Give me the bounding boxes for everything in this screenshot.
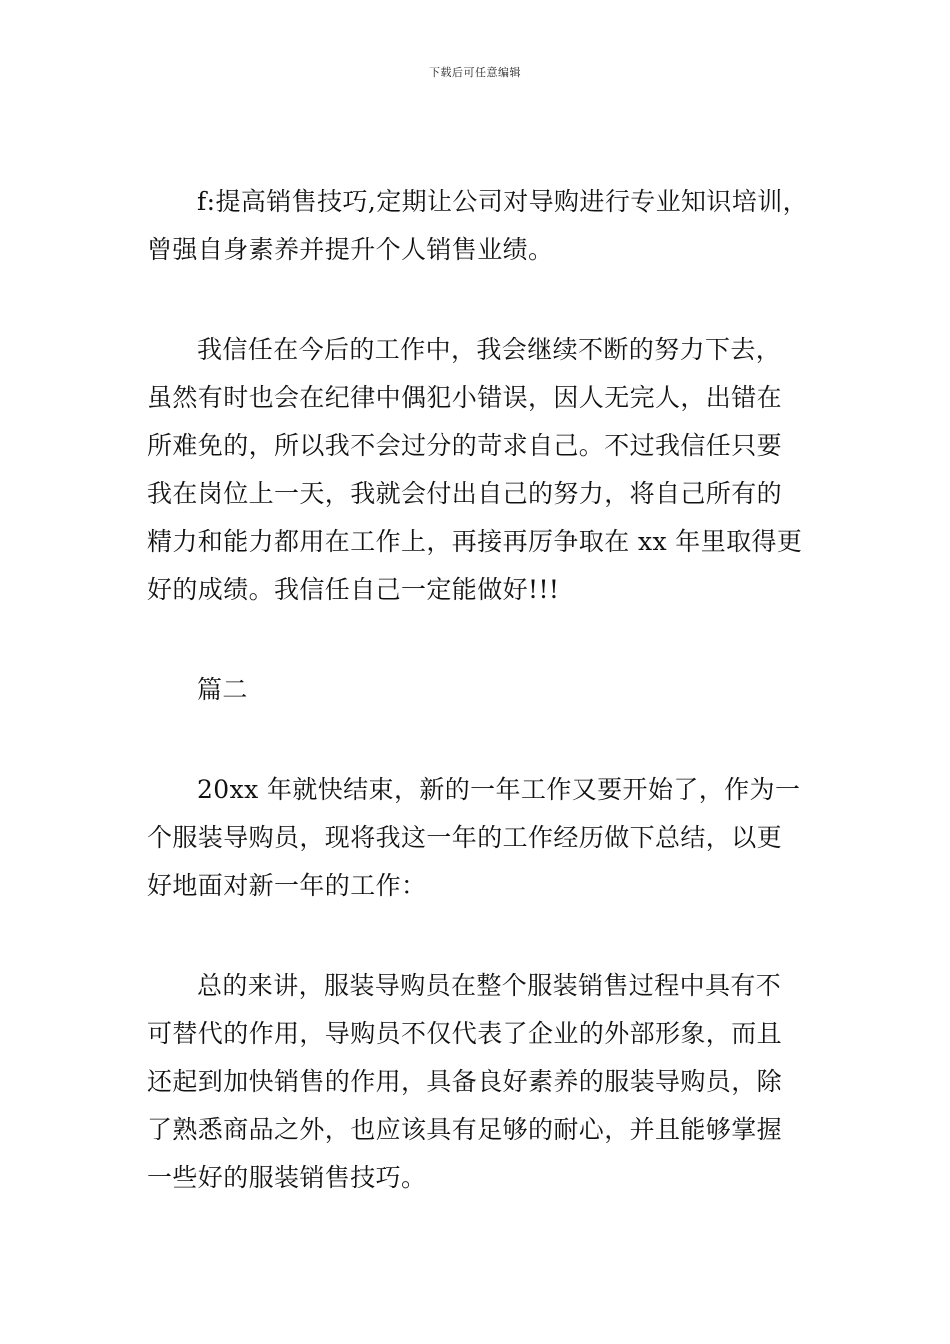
paragraph-overview <box>147 962 810 1202</box>
paragraph-f-training <box>147 178 810 274</box>
paragraph-line: 我在岗位上一天，我就会付出自己的努力，将自己所有的 <box>147 479 783 508</box>
paragraph-line: 20xx 年就快结束，新的一年工作又要开始了，作为一 <box>197 775 801 804</box>
paragraph-line: 好的成绩。我信任自己一定能做好!!! <box>147 575 560 604</box>
paragraph-line: 曾强自身素养并提升个人销售业绩。 <box>147 235 554 264</box>
paragraph-line: 总的来讲，服装导购员在整个服装销售过程中具有不 <box>197 971 782 1000</box>
paragraph-line: 好地面对新一年的工作： <box>147 871 427 900</box>
paragraph-line: 所难免的，所以我不会过分的苛求自己。不过我信任只要 <box>147 431 783 460</box>
section-heading: 篇二 <box>197 675 248 704</box>
paragraph-line: 了熟悉商品之外，也应该具有足够的耐心，并且能够掌握 <box>147 1115 783 1144</box>
paragraph-line: 虽然有时也会在纪律中偶犯小错误，因人无完人，出错在 <box>147 383 783 412</box>
paragraph-year-summary <box>147 766 810 910</box>
paragraph-line: 我信任在今后的工作中，我会继续不断的努力下去， <box>197 335 782 364</box>
document-body <box>147 178 810 1202</box>
page-header: 下载后可任意编辑 <box>429 66 521 79</box>
paragraph-line: 可替代的作用，导购员不仅代表了企业的外部形象，而且 <box>147 1019 783 1048</box>
paragraph-line: f:提高销售技巧,定期让公司对导购进行专业知识培训， <box>197 187 809 216</box>
paragraph-line: 精力和能力都用在工作上，再接再厉争取在 xx 年里取得更 <box>147 527 803 556</box>
section-heading-part-two <box>147 666 810 714</box>
paragraph-future-work <box>147 326 810 614</box>
paragraph-line: 还起到加快销售的作用，具备良好素养的服装导购员，除 <box>147 1067 783 1096</box>
paragraph-line: 个服装导购员，现将我这一年的工作经历做下总结，以更 <box>147 823 783 852</box>
paragraph-line: 一些好的服装销售技巧。 <box>147 1163 427 1192</box>
